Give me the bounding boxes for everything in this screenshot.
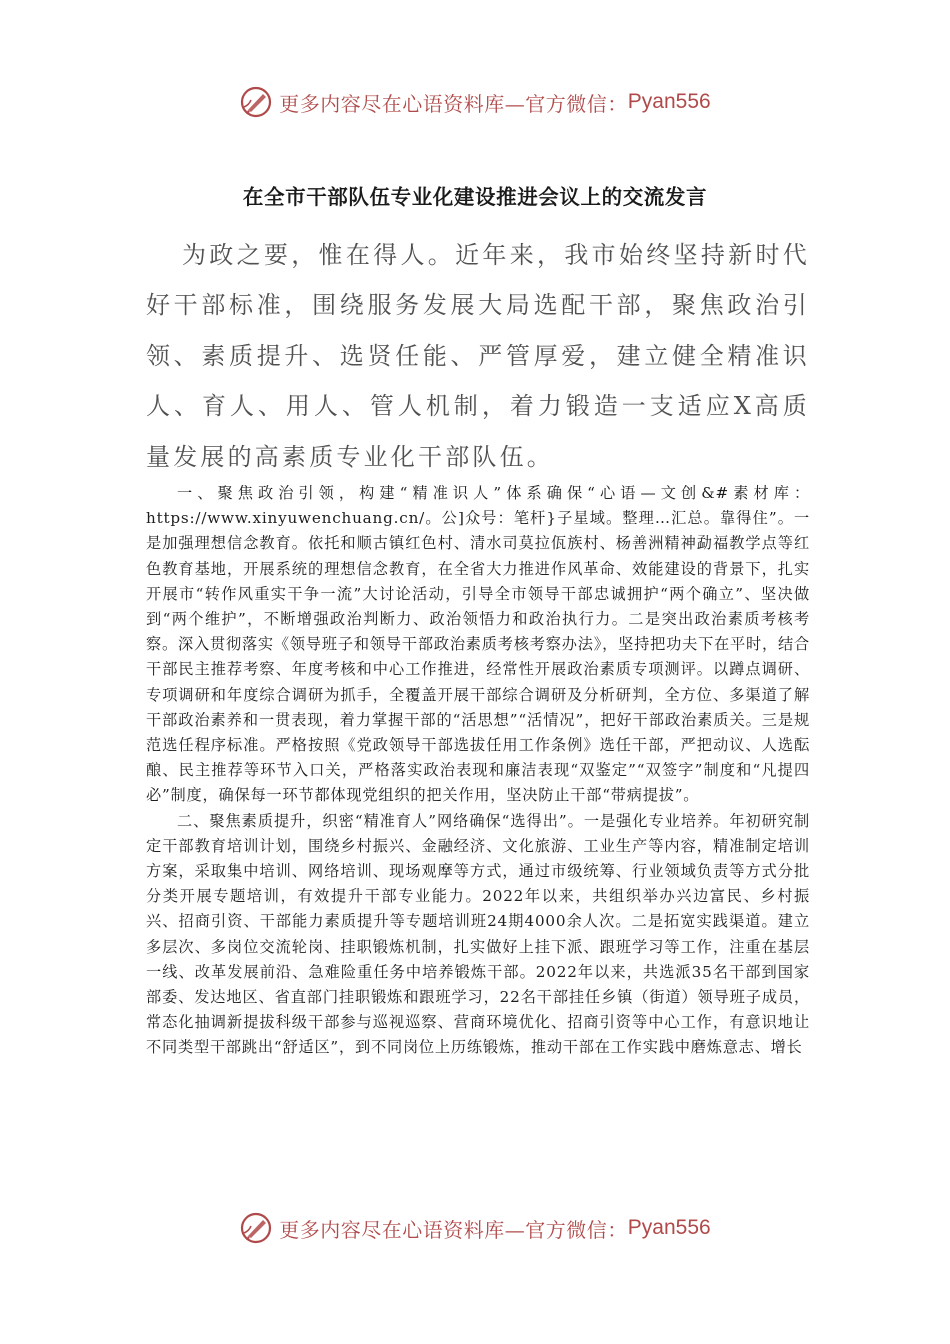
pen-logo-icon	[239, 85, 273, 119]
header-banner-wechat: Pyan556	[627, 90, 711, 113]
footer-banner-text: 更多内容尽在心语资料库—官方微信：	[279, 1217, 628, 1242]
body-paragraph-1: 一、聚焦政治引领，构建“精准识人”体系确保“心语—文创&#素材库：https://www.xinyuwenchuang.cn/。公]众号：笔杆}子星域。整理…汇总。靠得住”。一是加强理想信念教育。依托和顺古镇红色村、清水司莫拉佤族村、杨善洲精神勐福教学点等红色教育基地，开展系统的理想信念教育，在全省大力推进作风革命、效能建设的背景下，扎实开展市“转作风重实干争一流”大讨论活动，引导全市领导干部忠诚拥护“两个确立”、坚决做到“两个维护”，不断增强政治判断力、政治领悟力和政治执行力。二是突出政治素质考核考察。深入贯彻落实《领导班子和领导干部政治素质考核考察办法》，坚持把功夫下在平时，结合干部民主推荐考察、年度考核和中心工作推进，经常性开展政治素质专项测评。以蹲点调研、专项调研和年度综合调研为抓手，全覆盖开展干部综合调研及分析研判，全方位、多渠道了解干部政治素养和一贯表现，着力掌握干部的“活思想”“活情况”，把好干部政治素质关。三是规范选任程序标准。严格按照《党政领导干部选拔任用工作条例》选任干部，严把动议、人选酝酿、民主推荐等环节入口关，严格落实政治表现和廉洁表现“双鉴定”“双签字”制度和“凡提四必”制度，确保每一环节都体现党组织的把关作用，坚决防止干部“带病提拔”。	[146, 484, 810, 805]
page-title: 在全市干部队伍专业化建设推进会议上的交流发言	[242, 185, 708, 209]
body-paragraph-2: 二、聚焦素质提升，织密“精准育人”网络确保“选得出”。一是强化专业培养。年初研究制定干部教育培训计划，围绕乡村振兴、金融经济、文化旅游、工业生产等内容，精准制定培训方案，采取集中培训、网络培训、现场观摩等方式，通过市级统筹、行业领域负责等方式分批分类开展专题培训，有效提升干部专业能力。2022年以来，共组织举办兴边富民、乡村振兴、招商引资、干部能力素质提升等专题培训班24期4000余人次。二是拓宽实践渠道。建立多层次、多岗位交流轮岗、挂职锻炼机制，扎实做好上挂下派、跟班学习等工作，注重在基层一线、改革发展前沿、急难险重任务中培养锻炼干部。2022年以来，共选派35名干部到国家部委、发达地区、省直部门挂职锻炼和跟班学习，22名干部挂任乡镇（街道）领导班子成员，常态化抽调新提拔科级干部参与巡视巡察、营商环境优化、招商引资等中心工作，有意识地让不同类型干部跳出“舒适区”，到不同岗位上历练锻炼，推动干部在工作实践中磨炼意志、增长	[146, 811, 810, 1057]
header-banner	[0, 82, 950, 122]
body-text	[146, 481, 810, 1061]
footer-banner-wechat: Pyan556	[627, 1216, 711, 1239]
footer-banner	[0, 1208, 950, 1248]
lead-paragraph: 为政之要，惟在得人。近年来，我市始终坚持新时代好干部标准，围绕服务发展大局选配干部，聚焦政治引领、素质提升、选贤任能、严管厚爱，建立健全精准识人、育人、用人、管人机制，着力锻造一支适应X高质量发展的高素质专业化干部队伍。	[146, 241, 810, 471]
pen-logo-icon	[239, 1211, 273, 1245]
header-banner-text: 更多内容尽在心语资料库—官方微信：	[279, 91, 628, 116]
